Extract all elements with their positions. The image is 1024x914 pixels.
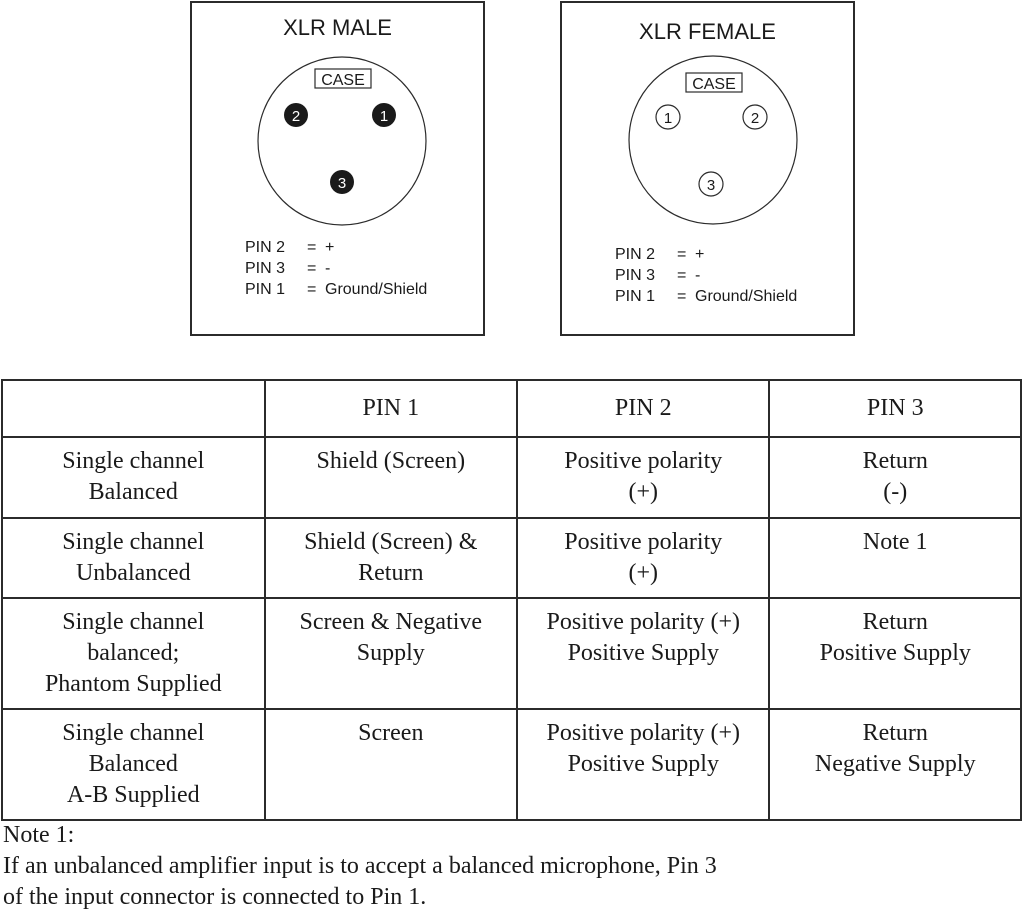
cell-line: balanced; xyxy=(87,640,180,666)
row-label-cell xyxy=(2,598,265,709)
cell-line: Unbalanced xyxy=(75,560,191,586)
cell-line: Single channel xyxy=(62,448,205,474)
cell-line: Negative Supply xyxy=(814,751,976,777)
legend-pin: PIN 2 xyxy=(615,246,656,263)
pin-1-cell xyxy=(265,518,517,598)
table-row xyxy=(2,518,1021,598)
xlr-male-panel xyxy=(190,1,485,336)
xlr-male-title: XLR MALE xyxy=(283,15,392,40)
pin-3-cell xyxy=(769,518,1021,598)
xlr-female-pin-1-label: 1 xyxy=(663,110,673,127)
legend-value: Ground/Shield xyxy=(695,288,798,305)
footnote-line: If an unbalanced amplifier input is to accept a balanced microphone, Pin 3 xyxy=(3,853,717,879)
cell-line: Positive polarity xyxy=(564,448,723,474)
footnote-line: of the input connector is connected to Pin 1. xyxy=(3,884,427,910)
cell-line: Return xyxy=(358,560,424,586)
cell-line: Screen xyxy=(358,720,424,746)
pin-1-cell xyxy=(265,437,517,518)
cell-line: A-B Supplied xyxy=(66,782,200,808)
xlr-male-pin-1 xyxy=(372,103,396,127)
footnote xyxy=(3,820,717,913)
xlr-female-pin-2-label: 2 xyxy=(750,110,760,127)
table-row xyxy=(2,437,1021,518)
xlr-female-pin-1 xyxy=(656,105,680,129)
legend-row xyxy=(245,237,427,258)
legend-row xyxy=(615,244,797,265)
pin-2-cell xyxy=(517,518,769,598)
legend-value: Ground/Shield xyxy=(325,281,428,298)
cell-line: Note 1 xyxy=(862,529,928,555)
cell-line: Positive Supply xyxy=(819,640,971,666)
cell-line: Screen & Negative xyxy=(299,609,483,635)
legend-pin: PIN 1 xyxy=(615,288,656,305)
legend-pin: PIN 1 xyxy=(245,281,286,298)
table-row xyxy=(2,598,1021,709)
legend-value: + xyxy=(325,239,335,256)
cell-line: Shield (Screen) xyxy=(316,448,466,474)
legend-pin: PIN 2 xyxy=(245,239,286,256)
legend-row xyxy=(615,286,797,307)
legend-equals: = xyxy=(307,239,317,256)
xlr-female-pin-2 xyxy=(743,105,767,129)
legend-pin: PIN 3 xyxy=(615,267,656,284)
table-row xyxy=(2,709,1021,820)
cell-line: Balanced xyxy=(88,751,178,777)
xlr-male-pin-legend xyxy=(245,237,427,300)
cell-line: Return xyxy=(862,448,928,474)
pin-3-cell xyxy=(769,437,1021,518)
cell-line: Phantom Supplied xyxy=(44,671,222,697)
xlr-male-pin-3 xyxy=(330,170,354,194)
xlr-male-pin-2 xyxy=(284,103,308,127)
cell-line: Balanced xyxy=(88,479,178,505)
xlr-female-title: XLR FEMALE xyxy=(639,19,776,44)
table-header-row xyxy=(2,380,1021,437)
pin-1-cell xyxy=(265,709,517,820)
table-header-corner xyxy=(2,380,265,437)
cell-line: Positive polarity (+) xyxy=(546,720,741,746)
legend-value: - xyxy=(325,260,331,277)
pin-2-cell xyxy=(517,598,769,709)
legend-row xyxy=(615,265,797,286)
xlr-female-pin-3-label: 3 xyxy=(706,177,716,194)
cell-line: Positive polarity xyxy=(564,529,723,555)
pin-1-cell xyxy=(265,598,517,709)
legend-row xyxy=(245,279,427,300)
cell-line: Single channel xyxy=(62,609,205,635)
cell-line: (-) xyxy=(883,479,908,505)
table-header-pin-2: PIN 2 xyxy=(517,380,769,437)
cell-line: Return xyxy=(862,720,928,746)
cell-line: Positive Supply xyxy=(567,640,719,666)
cell-line: Positive Supply xyxy=(567,751,719,777)
pin-2-cell xyxy=(517,709,769,820)
pin-assignment-table xyxy=(1,379,1022,821)
footnote-title: Note 1: xyxy=(3,822,75,848)
table-header-pin-3: PIN 3 xyxy=(769,380,1021,437)
pin-3-cell xyxy=(769,709,1021,820)
legend-equals: = xyxy=(677,246,687,263)
legend-value: - xyxy=(695,267,701,284)
pin-3-cell xyxy=(769,598,1021,709)
cell-line: Supply xyxy=(356,640,425,666)
table-header-pin-1: PIN 1 xyxy=(265,380,517,437)
xlr-female-case-label: CASE xyxy=(692,76,736,93)
row-label-cell xyxy=(2,437,265,518)
xlr-female-pin-3 xyxy=(699,172,723,196)
legend-equals: = xyxy=(677,267,687,284)
row-label-cell xyxy=(2,518,265,598)
row-label-cell xyxy=(2,709,265,820)
pin-2-cell xyxy=(517,437,769,518)
cell-line: Positive polarity (+) xyxy=(546,609,741,635)
cell-line: Shield (Screen) & xyxy=(304,529,478,555)
cell-line: Single channel xyxy=(62,529,205,555)
xlr-male-pin-2-label: 2 xyxy=(291,108,301,125)
cell-line: (+) xyxy=(628,560,659,586)
cell-line: Single channel xyxy=(62,720,205,746)
legend-row xyxy=(245,258,427,279)
xlr-male-case-label: CASE xyxy=(321,72,365,89)
legend-equals: = xyxy=(307,281,317,298)
legend-equals: = xyxy=(677,288,687,305)
cell-line: Return xyxy=(862,609,928,635)
legend-pin: PIN 3 xyxy=(245,260,286,277)
legend-value: + xyxy=(695,246,705,263)
xlr-female-panel xyxy=(560,1,855,336)
xlr-male-pin-1-label: 1 xyxy=(379,108,389,125)
legend-equals: = xyxy=(307,260,317,277)
cell-line: (+) xyxy=(628,479,659,505)
xlr-male-pin-3-label: 3 xyxy=(337,175,347,192)
xlr-female-pin-legend xyxy=(615,244,797,307)
